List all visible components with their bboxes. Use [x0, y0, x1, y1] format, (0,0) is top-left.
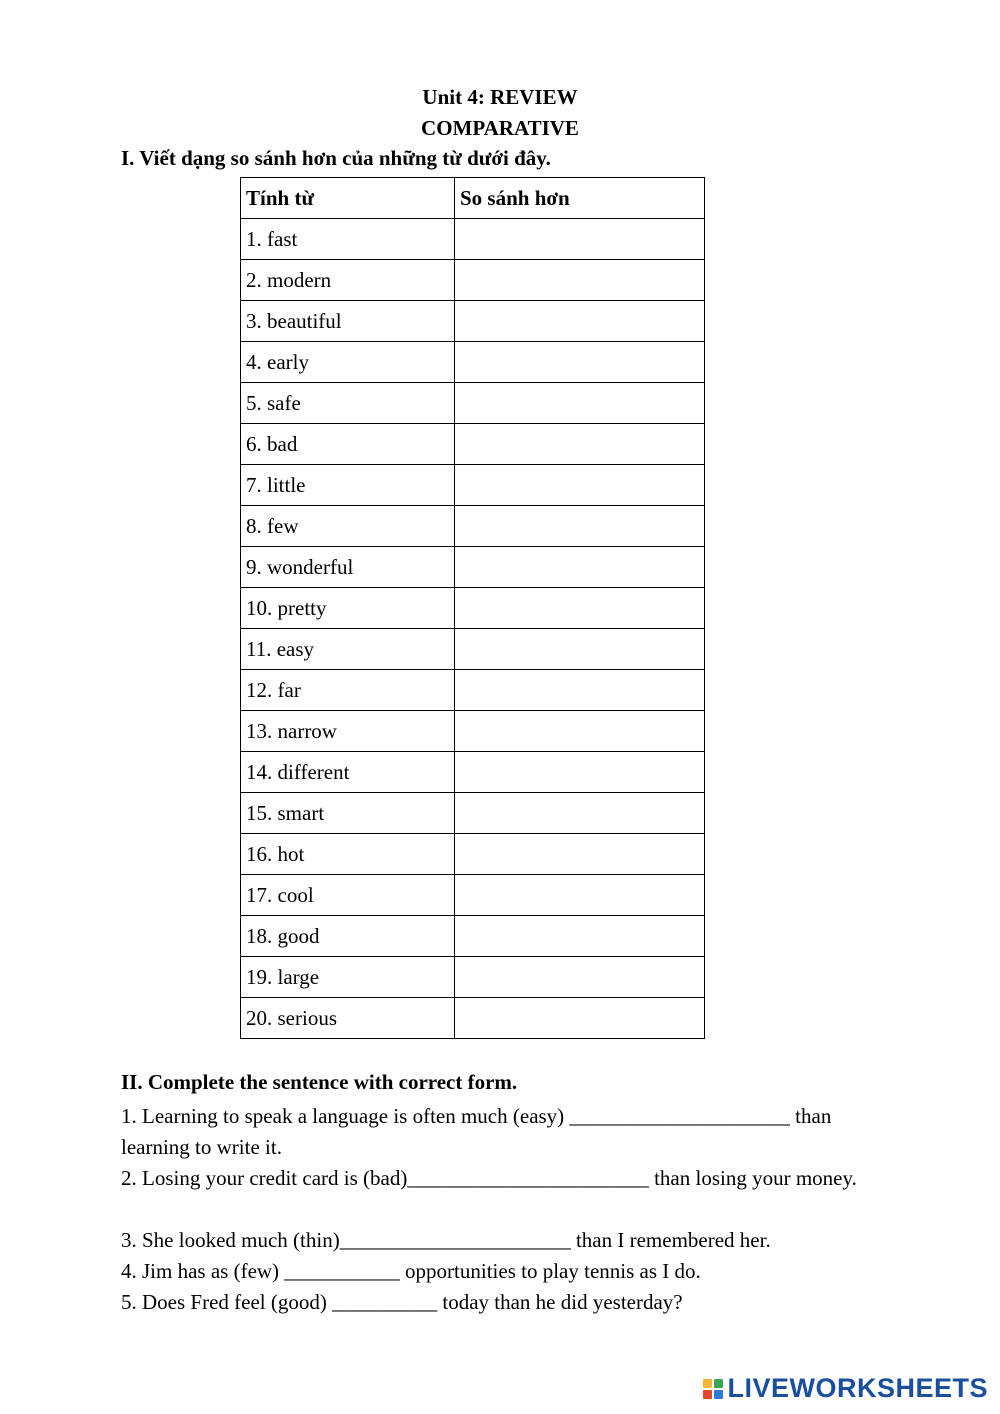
logo-text: LIVEWORKSHEETS: [727, 1373, 988, 1403]
adjective-cell: 4. early: [241, 342, 455, 383]
adjective-cell: 17. cool: [241, 875, 455, 916]
comparative-answer-cell[interactable]: [455, 752, 705, 793]
comparative-answer-cell[interactable]: [455, 998, 705, 1039]
table-row: [241, 547, 705, 588]
table-body: [241, 219, 705, 1039]
table-row: [241, 465, 705, 506]
table-row: [241, 424, 705, 465]
page-title: Unit 4: REVIEW: [422, 85, 578, 109]
comparative-answer-cell[interactable]: [455, 588, 705, 629]
comparative-answer-cell[interactable]: [455, 424, 705, 465]
table-row: [241, 916, 705, 957]
comparative-answer-cell[interactable]: [455, 711, 705, 752]
comparative-answer-cell[interactable]: [455, 916, 705, 957]
adjective-cell: 7. little: [241, 465, 455, 506]
adjective-cell: 18. good: [241, 916, 455, 957]
logo-square-3: [703, 1390, 712, 1399]
adjective-cell: 2. modern: [241, 260, 455, 301]
table-row: [241, 629, 705, 670]
adjective-cell: 1. fast: [241, 219, 455, 260]
table-row: [241, 588, 705, 629]
adjective-cell: 13. narrow: [241, 711, 455, 752]
comparative-answer-cell[interactable]: [455, 834, 705, 875]
comparative-answer-cell[interactable]: [455, 875, 705, 916]
table-row: [241, 998, 705, 1039]
table-row: [241, 342, 705, 383]
sentence-3: 3. She looked much (thin)______________________ than I remembered her.: [121, 1228, 771, 1252]
adjective-cell: 8. few: [241, 506, 455, 547]
column-header-adjective: Tính từ: [241, 178, 455, 219]
logo-square-4: [714, 1390, 723, 1399]
table-row: [241, 260, 705, 301]
section-2-heading: II. Complete the sentence with correct form.: [121, 1070, 518, 1094]
comparative-answer-cell[interactable]: [455, 793, 705, 834]
adjective-cell: 15. smart: [241, 793, 455, 834]
table-row: [241, 793, 705, 834]
table-row: [241, 834, 705, 875]
table-row: [241, 711, 705, 752]
column-header-comparative: So sánh hơn: [455, 178, 705, 219]
table-row: [241, 670, 705, 711]
table-row: [241, 219, 705, 260]
comparative-answer-cell[interactable]: [455, 670, 705, 711]
adjective-cell: 19. large: [241, 957, 455, 998]
adjective-cell: 9. wonderful: [241, 547, 455, 588]
sentence-4: 4. Jim has as (few) ___________ opportunities to play tennis as I do.: [121, 1259, 701, 1283]
comparative-answer-cell[interactable]: [455, 465, 705, 506]
comparative-answer-cell[interactable]: [455, 957, 705, 998]
table-row: [241, 506, 705, 547]
comparative-answer-cell[interactable]: [455, 383, 705, 424]
comparative-answer-cell[interactable]: [455, 219, 705, 260]
logo-mark-icon: [703, 1379, 723, 1399]
table-row: [241, 301, 705, 342]
table-row: [241, 752, 705, 793]
table-row: [241, 383, 705, 424]
comparative-answer-cell[interactable]: [455, 301, 705, 342]
page-subtitle: COMPARATIVE: [421, 116, 579, 140]
table-row: [241, 875, 705, 916]
adjective-table: [240, 177, 705, 1039]
section-1-heading: I. Viết dạng so sánh hơn của những từ dưới đây.: [121, 146, 551, 170]
sentence-5: 5. Does Fred feel (good) __________ today than he did yesterday?: [121, 1290, 683, 1314]
adjective-cell: 11. easy: [241, 629, 455, 670]
adjective-cell: 10. pretty: [241, 588, 455, 629]
adjective-cell: 12. far: [241, 670, 455, 711]
table-header-row: [241, 178, 705, 219]
adjective-cell: 6. bad: [241, 424, 455, 465]
liveworksheets-logo: [703, 1373, 988, 1404]
comparative-answer-cell[interactable]: [455, 506, 705, 547]
adjective-cell: 14. different: [241, 752, 455, 793]
comparative-answer-cell[interactable]: [455, 342, 705, 383]
logo-square-2: [714, 1379, 723, 1388]
table-row: [241, 957, 705, 998]
sentence-2: 2. Losing your credit card is (bad)_______________________ than losing your money.: [121, 1166, 857, 1190]
adjective-cell: 3. beautiful: [241, 301, 455, 342]
adjective-cell: 5. safe: [241, 383, 455, 424]
comparative-answer-cell[interactable]: [455, 629, 705, 670]
adjective-cell: 20. serious: [241, 998, 455, 1039]
comparative-answer-cell[interactable]: [455, 260, 705, 301]
comparative-answer-cell[interactable]: [455, 547, 705, 588]
logo-square-1: [703, 1379, 712, 1388]
adjective-cell: 16. hot: [241, 834, 455, 875]
sentence-1: 1. Learning to speak a language is often much (easy) _____________________ than learning to write it.: [121, 1104, 832, 1159]
